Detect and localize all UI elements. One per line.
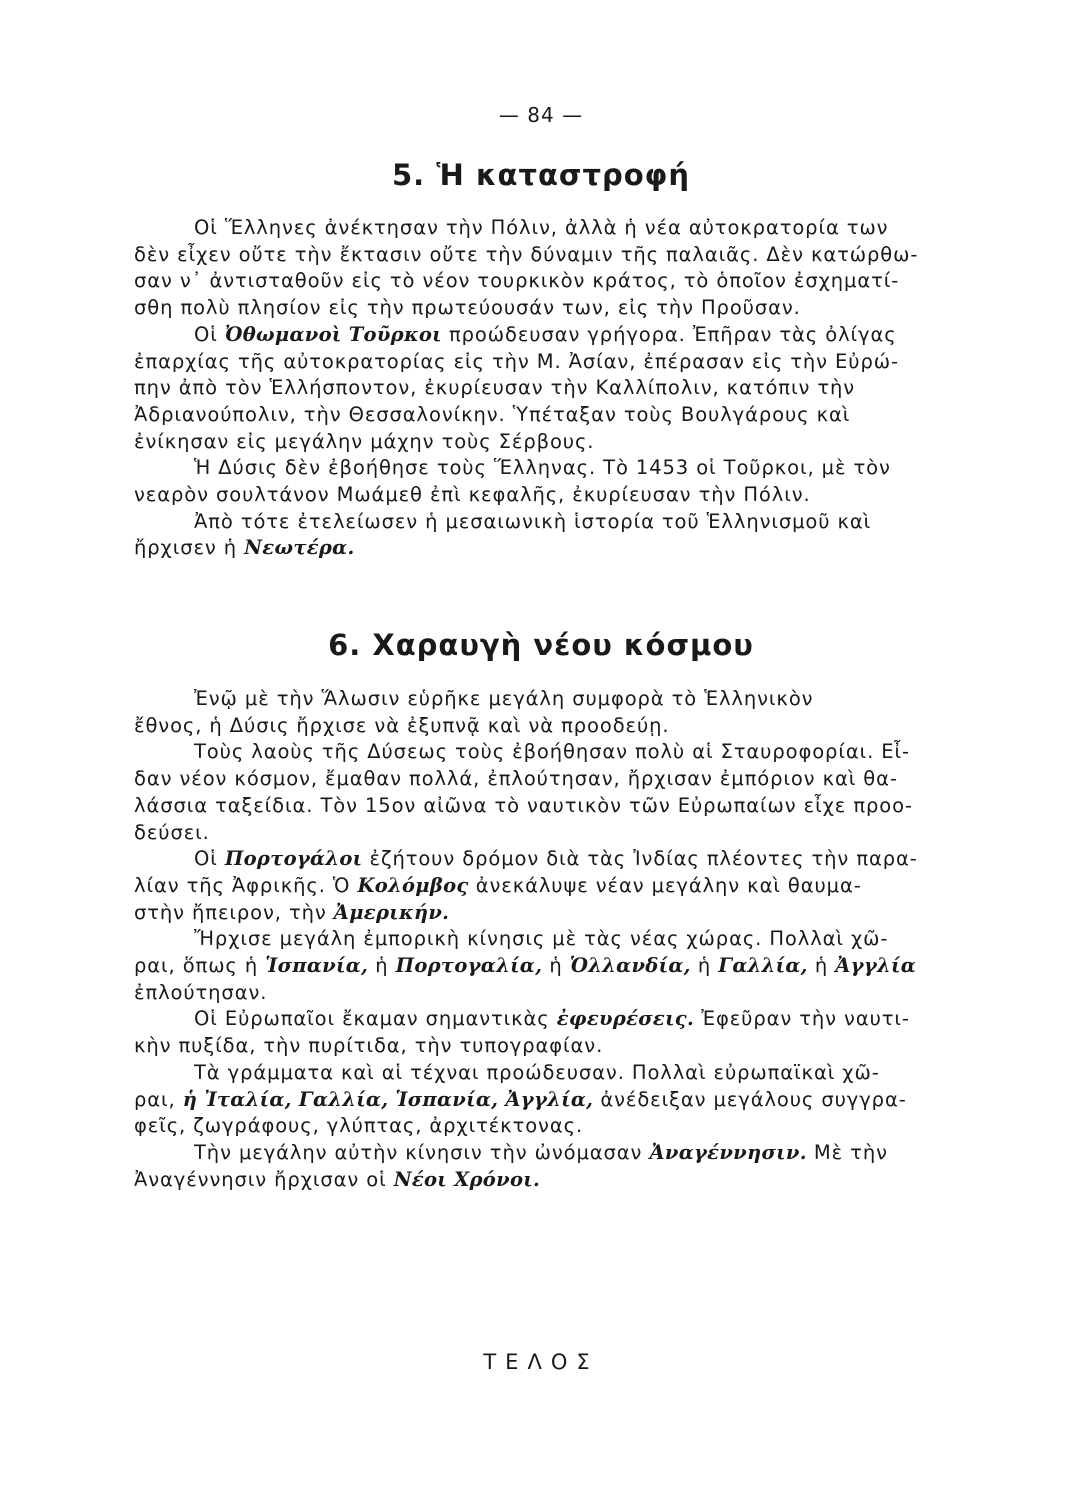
text-line — [74, 873, 1050, 900]
paragraph — [134, 215, 1050, 322]
text-line: σαν ν᾽ ἀντισταθοῦν εἰς τὸ νέον τουρκικὸν κράτος, τὸ ὁποῖον ἐσχηματί- — [134, 269, 900, 293]
text-line: ἐπλούτησαν. — [134, 980, 268, 1004]
text-line: Τοὺς λαοὺς τῆς Δύσεως τοὺς ἐβοήθησαν πολὺ αἱ Σταυροφορίαι. Εἶ- — [194, 740, 910, 764]
paragraph — [134, 322, 1050, 456]
section-5-title: 5. Ἡ καταστροφή — [391, 158, 691, 192]
text-line: Ἀδριανούπολιν, τὴν Θεσσαλονίκην. Ὑπέταξαν τοὺς Βουλγάρους καὶ — [134, 402, 851, 426]
emphasis: Ὀθωμανοὶ Τοῦρκοι — [224, 322, 442, 346]
emphasis: Ἀναγέννησιν. — [649, 1140, 807, 1164]
paragraph — [134, 739, 1050, 846]
text: Τὴν μεγάλην αὐτὴν κίνησιν τὴν ὠνόμασαν — [194, 1140, 643, 1164]
text-line: Οἱ Ἕλληνες ἀνέκτησαν τὴν Πόλιν, ἀλλὰ ἡ νέα αὐτοκρατορία των — [194, 216, 889, 239]
text-line: λάσσια ταξείδια. Τὸν 15ον αἰῶνα τὸ ναυτικὸν τῶν Εὐρωπαίων εἶχε προο- — [134, 793, 913, 817]
text: Ἀναγέννησιν ἤρχισαν οἱ — [134, 1167, 387, 1191]
section-6-title: 6. Χαραυγὴ νέου κόσμου — [328, 628, 754, 662]
text-line — [134, 322, 1050, 349]
paragraph — [134, 509, 1050, 562]
paragraph — [134, 1060, 1050, 1140]
emphasis: Ὁλλανδία, — [569, 954, 691, 978]
text-line: σθη πολὺ πλησίον εἰς τὴν πρωτεύουσάν των, εἰς τὴν Προῦσαν. — [134, 296, 801, 320]
text: ραι, — [134, 1087, 176, 1111]
text: Μὲ τὴν — [813, 1140, 888, 1164]
emphasis: Πορτογαλία, — [395, 954, 543, 978]
emphasis: Ἀμερικήν. — [333, 900, 450, 924]
text-line: Ἤρχισε μεγάλη ἐμπορικὴ κίνησις μὲ τὰς νέας χώρας. Πολλαὶ χῶ- — [194, 927, 889, 951]
text-line: κὴν πυξίδα, τὴν πυρίτιδα, τὴν τυπογραφίαν. — [134, 1034, 604, 1058]
page-number: — 84 — — [498, 103, 584, 127]
text-line — [74, 953, 1050, 980]
paragraph — [134, 686, 1050, 739]
text-line: ἐνίκησαν εἰς μεγάλην μάχην τοὺς Σέρβους. — [134, 429, 595, 453]
paragraph — [134, 455, 1050, 508]
emphasis: Ἀγγλία — [835, 954, 917, 978]
text-line — [134, 1140, 1050, 1167]
text: ἀνεκάλυψε νέαν μεγάλην καὶ θαυμα- — [475, 873, 862, 897]
emphasis: Νεωτέρα. — [244, 536, 355, 560]
text: ἀνέδειξαν μεγάλους συγγρα- — [600, 1087, 907, 1111]
section-6-body — [134, 686, 1050, 1193]
text: ἡ — [814, 954, 829, 978]
emphasis: Ἱσπανία, — [265, 954, 369, 978]
text: προώδευσαν γρήγορα. Ἐπῆραν τὰς ὀλίγας — [449, 322, 897, 346]
text-line: πην ἀπὸ τὸν Ἑλλήσποντον, ἐκυρίευσαν τὴν Καλλίπολιν, κατόπιν τὴν — [134, 376, 856, 400]
emphasis: Γαλλία, — [718, 954, 808, 978]
text: Ἐφεῦραν τὴν ναυτι- — [701, 1007, 910, 1031]
text: ἐζήτουν δρόμον διὰ τὰς Ἰνδίας πλέοντες τὴν παρα- — [369, 847, 918, 871]
text: Οἱ — [194, 847, 218, 871]
text-line: δὲν εἶχεν οὔτε τὴν ἔκτασιν οὔτε τὴν δύναμιν τῆς παλαιᾶς. Δὲν κατώρθω- — [134, 242, 919, 266]
text-line — [74, 535, 1050, 562]
text-line: Τὰ γράμματα καὶ αἱ τέχναι προώδευσαν. Πολλαὶ εὐρωπαϊκαὶ χῶ- — [194, 1060, 880, 1084]
text: Οἱ Εὐρωπαῖοι ἔκαμαν σημαντικὰς — [194, 1007, 550, 1031]
emphasis: Κολόμβος — [357, 873, 469, 897]
text-line: Ἀπὸ τότε ἐτελείωσεν ἡ μεσαιωνικὴ ἱστορία τοῦ Ἑλληνισμοῦ καὶ — [194, 509, 872, 533]
text-line — [134, 1006, 1050, 1033]
text: ἡ — [375, 954, 389, 978]
emphasis: Πορτογάλοι — [224, 847, 363, 871]
paragraph — [134, 846, 1050, 926]
text: στὴν ἤπειρον, τὴν — [134, 900, 327, 924]
text: λίαν τῆς Ἀφρικῆς. Ὁ — [134, 873, 351, 897]
text: ραι, ὅπως ἡ — [134, 954, 259, 978]
end-text: ΤΕΛΟΣ — [483, 1350, 599, 1374]
text-line — [74, 900, 1050, 927]
emphasis: ἡ Ἰταλία, Γαλλία, Ἱσπανία, Ἀγγλία, — [182, 1087, 594, 1111]
text-line: φεῖς, ζωγράφους, γλύπτας, ἀρχιτέκτονας. — [134, 1114, 584, 1138]
text-line: νεαρὸν σουλτάνον Μωάμεθ ἐπὶ κεφαλῆς, ἐκυρίευσαν τὴν Πόλιν. — [134, 483, 811, 507]
emphasis: Νέοι Χρόνοι. — [393, 1167, 541, 1191]
text: Οἱ — [194, 322, 218, 346]
paragraph — [134, 1006, 1050, 1059]
text-line: δαν νέον κόσμον, ἔμαθαν πολλά, ἐπλούτησαν, ἤρχισαν ἐμπόριον καὶ θα- — [134, 767, 898, 791]
text-line: ἔθνος, ἡ Δύσις ἤρχισε νὰ ἐξυπνᾷ καὶ νὰ προοδεύῃ. — [134, 713, 670, 737]
text-line — [74, 1087, 1050, 1114]
paragraph — [134, 1140, 1050, 1193]
text-line — [74, 1167, 1050, 1194]
text: ἡ — [549, 954, 563, 978]
text-line: ἐπαρχίας τῆς αὐτοκρατορίας εἰς τὴν Μ. Ἀσίαν, ἐπέρασαν εἰς τὴν Εὐρώ- — [134, 349, 899, 373]
section-5-body — [134, 215, 1050, 562]
text: ἤρχισεν ἡ — [134, 536, 238, 560]
text: ἡ — [697, 954, 712, 978]
paragraph — [134, 926, 1050, 1006]
emphasis: ἐφευρέσεις. — [556, 1007, 695, 1031]
text-line: δεύσει. — [134, 820, 210, 844]
text-line: Ἐνῷ μὲ τὴν Ἅλωσιν εὑρῆκε μεγάλη συμφορὰ τὸ Ἑλληνικὸν — [194, 687, 814, 710]
text-line — [134, 846, 1050, 873]
text-line: Ἡ Δύσις δὲν ἐβοήθησε τοὺς Ἕλληνας. Τὸ 1453 οἱ Τοῦρκοι, μὲ τὸν — [194, 456, 891, 480]
